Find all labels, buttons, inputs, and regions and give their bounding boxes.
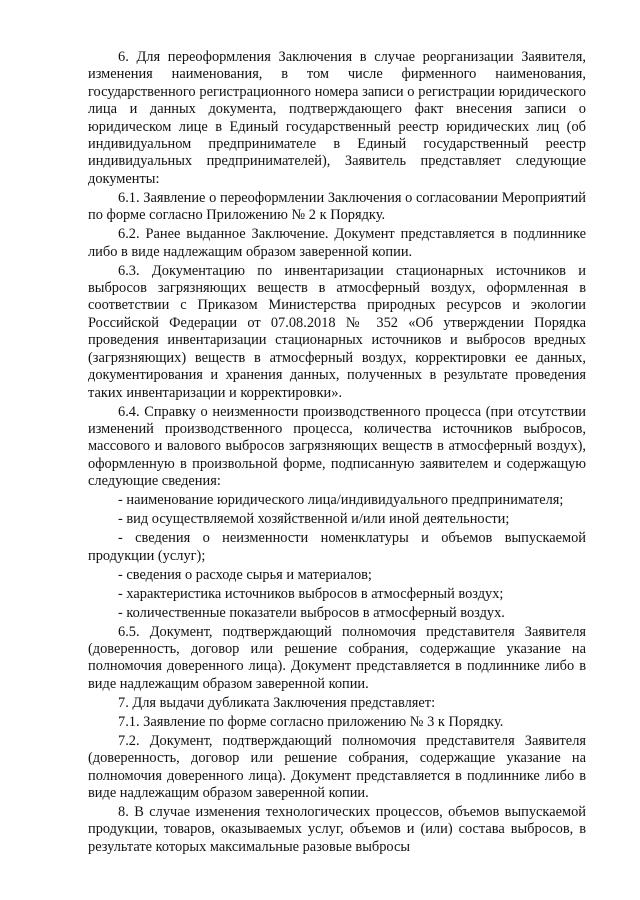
paragraph-8: 8. В случае изменения технологических процессов, объемов выпускаемой продукции, товаров, оказываемых услуг, объемов и (или) состава выбросов, в результате которых максимальные разовые выбросы: [88, 803, 586, 855]
list-item: - количественные показатели выбросов в атмосферный воздух.: [118, 604, 505, 621]
list-item: - сведения о неизменности номенклатуры и объемов выпускаемой продукции (услуг);: [88, 530, 586, 564]
document-page: [88, 49, 586, 856]
paragraph-7-1: 7.1. Заявление по форме согласно приложению № 3 к Порядку.: [118, 713, 504, 730]
list-item: - вид осуществляемой хозяйственной и/или иной деятельности;: [118, 511, 510, 528]
list-item: - сведения о расходе сырья и материалов;: [118, 566, 372, 583]
paragraph-6-3: 6.3. Документацию по инвентаризации стационарных источников и выбросов загрязняющих веществ в атмосферный воздух, оформленная в соответствии с Приказом Министерства природных ресурсов и экологии Российской Федерации от 07.08.2018 № 352 «Об утверждении Порядка проведения инвентаризации стационарных источников и выбросов вредных (загрязняющих) веществ в атмосферный воздух, корректировки ее данных, документирования и хранения данных, полученных в результате проведения таких инвентаризации и корректировки».: [88, 262, 586, 401]
paragraph-6-2: 6.2. Ранее выданное Заключение. Документ представляется в подлиннике либо в виде надлежащим образом заверенной копии.: [88, 226, 586, 260]
paragraph-7-2: 7.2. Документ, подтверждающий полномочия представителя Заявителя (доверенность, договор или решение собрания, содержащие указание на полномочия доверенного лица). Документ представляется в подлиннике либо в виде надлежащим образом заверенной копии.: [88, 732, 586, 801]
list-item: - характеристика источников выбросов в атмосферный воздух;: [118, 585, 504, 602]
paragraph-7: 7. Для выдачи дубликата Заключения представляет:: [118, 694, 436, 711]
paragraph-6-5: 6.5. Документ, подтверждающий полномочия представителя Заявителя (доверенность, договор или решение собрания, содержащие указание на полномочия доверенного лица). Документ представляется в подлиннике либо в виде надлежащим образом заверенной копии.: [88, 623, 586, 692]
paragraph-6-4: 6.4. Справку о неизменности производственного процесса (при отсутствии изменений производственного процесса, количества источников выбросов, массового и валового выбросов загрязняющих веществ в атмосферный воздух), оформленную в произвольной форме, подписанную заявителем и содержащую следующие сведения:: [88, 403, 586, 490]
paragraph-6-1: 6.1. Заявление о переоформлении Заключения о согласовании Мероприятий по форме согласно Приложению № 2 к Порядку.: [88, 189, 586, 224]
list-item: - наименование юридического лица/индивидуального предпринимателя;: [118, 492, 564, 509]
paragraph-6: 6. Для переоформления Заключения в случае реорганизации Заявителя, изменения наименования, в том числе фирменного наименования, государственного регистрационного номера записи о регистрации юридического лица и данных документа, подтверждающего факт внесения записи о юридическом лице в Единый государственный реестр юридических лиц (об индивидуальном предпринимателе в Единый государственный реестр индивидуальных предпринимателей), Заявитель представляет следующие документы:: [88, 49, 586, 187]
